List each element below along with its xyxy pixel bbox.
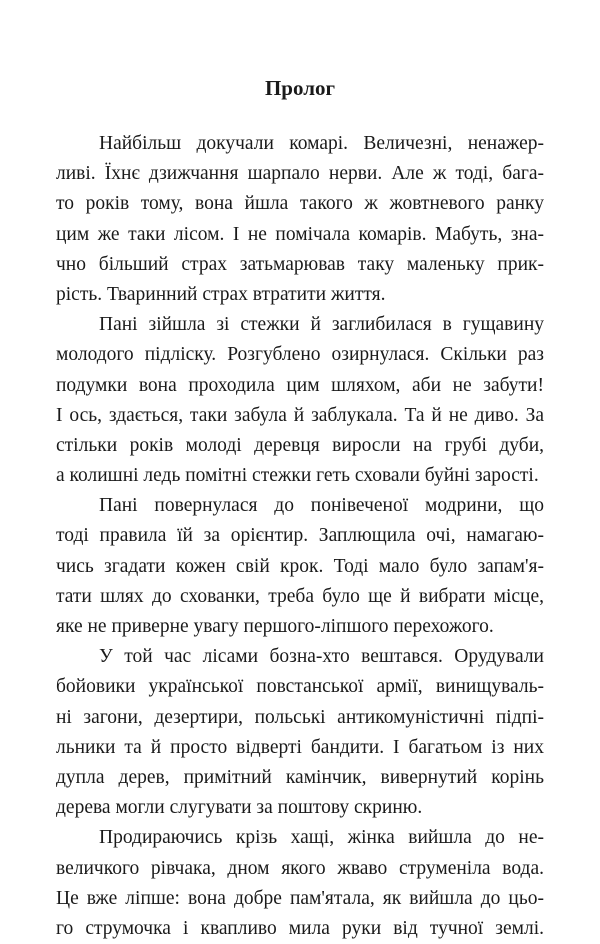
text-line: Пані повернулася до понівеченої модрини, що <box>99 495 544 517</box>
text-line: то років тому, вона йшла такого ж жовтневого ранку <box>56 193 544 215</box>
text-line: стільки років молоді деревця виросли на грубі дуби, <box>56 434 544 456</box>
text-line: Найбільш докучали комарі. Величезні, ненажер- <box>99 133 544 154</box>
paragraph <box>56 491 544 642</box>
text-line: рість. Тваринний страх втратити життя. <box>56 283 386 305</box>
text-line: ні загони, дезертири, польські антикомуністичні підпі- <box>56 706 544 728</box>
text-line: го струмочка і квапливо мила руки від тучної землі. <box>56 917 544 939</box>
text-line: яке не приверне увагу першого-ліпшого перехожого. <box>56 616 494 637</box>
text-line: У той час лісами бозна-хто вештався. Орудували <box>99 646 544 668</box>
chapter-title: Пролог <box>264 76 336 100</box>
text-line: І ось, здається, таки забула й заблукала. Та й не диво. За <box>56 404 544 426</box>
text-line: тати шлях до схованки, треба було ще й вибрати місце, <box>56 585 544 607</box>
text-line: бойовики української повстанської армії, винищуваль- <box>56 676 544 698</box>
text-line: а колишні ледь помітні стежки геть сховали буйні зарості. <box>56 465 539 487</box>
text-line: Пані зійшла зі стежки й заглибилася в гущавину <box>99 314 544 336</box>
text-line: тоді правила їй за орієнтир. Заплющила очі, намагаю- <box>56 525 544 547</box>
paragraph <box>56 129 544 310</box>
text-line: Це вже ліпше: вона добре пам'ятала, як вийшла до цьо- <box>56 887 544 909</box>
text-line: величкого рівчака, дном якого жваво струменіла вода. <box>56 857 544 879</box>
text-line: молодого підліску. Розгублено озирнулася. Скільки раз <box>56 344 544 366</box>
text-line: ливі. Їхнє дзижчання шарпало нерви. Але ж тоді, бага- <box>56 163 544 185</box>
text-line: цим же таки лісом. І не помічала комарів. Мабуть, зна- <box>56 223 544 245</box>
text-line: чно більший страх затьмарював таку маленьку прик- <box>56 253 544 275</box>
text-line: подумки вона проходила цим шляхом, аби не забути! <box>56 374 544 396</box>
paragraph <box>56 823 544 944</box>
paragraph <box>56 310 544 491</box>
book-page <box>56 74 544 944</box>
text-body <box>56 129 544 944</box>
text-line: чись згадати кожен свій крок. Тоді мало було запам'я- <box>56 555 544 577</box>
text-line: дерева могли слугувати за поштову скриню. <box>56 797 423 819</box>
text-line: Продираючись крізь хащі, жінка вийшла до не- <box>99 827 544 849</box>
paragraph <box>56 642 544 823</box>
text-line: льники та й просто відверті бандити. І багатьом із них <box>56 736 544 758</box>
text-line: дупла дерев, примітний камінчик, вивернутий корінь <box>56 766 544 788</box>
